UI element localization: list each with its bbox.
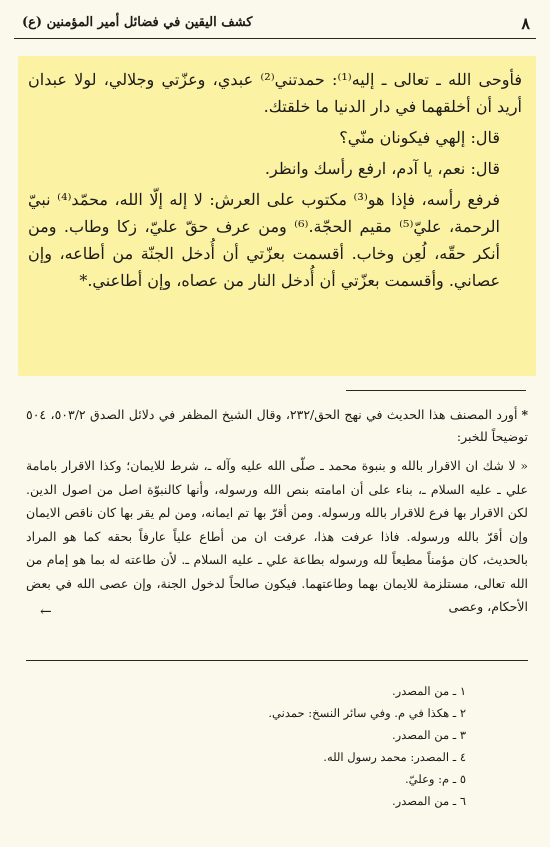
footnote-quote: « لا شك ان الاقرار بالله و بنبوة محمد ـ صلّى الله عليه وآله ـ، شرط للايمان؛ وكذا الاقرار بامامة علي ـ عليه السلام ـ، بناء على أن امامته بنص الله ورسوله، وأنها كالنبوّة اصل من اصول الدين. لكن الاقرار بها فرع للاقرار بالله ورسوله. ومن أقرّ بها تم ايمانه، ومن لم يقر بها كان ناقص الايمان وإن أقرّ بالله ورسوله. فاذا عرفت هذا، عرفت ان من أطاع علياً عارفاً بحقه كما هو المراد بالحديث، كان مؤمناً مطيعاً لله ورسوله بطاعة علي ـ عليه السلام ـ. لأن طاعته له بما هو إمام من الله تعالى، مستلزمة للايمان بهما وطاعتهما. فيكون صالحاً لدخول الجنة، وإن عصى الله في بعض الأحكام، وعصى: [26, 458, 528, 614]
footnote-star: *: [521, 407, 528, 422]
page-header: [14, 12, 536, 39]
endnote-5: ٥ ـ م: وعليّ.: [405, 772, 466, 786]
footnote: [26, 404, 528, 619]
endnotes: [20, 680, 466, 812]
main-text: [28, 66, 522, 294]
endnote-3: ٣ ـ من المصدر.: [391, 728, 466, 742]
running-head: كشف اليقين في فضائل أمير المؤمنين (ع): [22, 15, 253, 30]
endnote-1: ١ ـ من المصدر.: [391, 684, 466, 698]
page-number: ٨: [521, 14, 530, 33]
main-paragraph-1: فأوحى الله ـ تعالى ـ إليه⁽¹⁾: حمدتني⁽²⁾ عبدي، وعزّتي وجلالي، لولا عبدان أريد أن أخلقهما في دار الدنيا ما خلقتك.: [28, 70, 522, 116]
footnote-intro: [26, 404, 528, 448]
endnote-6: ٦ ـ من المصدر.: [391, 794, 466, 808]
endnotes-rule: [26, 660, 528, 661]
continue-arrow-icon: ←: [40, 604, 52, 620]
footnote-intro-text: أورد المصنف هذا الحديث في نهج الحق/٢٣٢، وقال الشيخ المظفر في دلائل الصدق ٥٠٣/٢، ٥٠٤ توضيحاً للخبر:: [26, 407, 528, 444]
footnote-separator: [346, 390, 526, 391]
main-paragraph-2: قال: إلهي فيكونان منّي؟: [339, 128, 500, 147]
main-paragraph-3: قال: نعم، يا آدم، ارفع رأسك وانظر.: [264, 159, 500, 178]
endnote-4: ٤ ـ المصدر: محمد رسول الله.: [323, 750, 466, 764]
endnote-2: ٢ ـ هكذا في م. وفي سائر النسخ: حمدني.: [268, 706, 466, 720]
main-paragraph-4: فرفع رأسه، فإذا هو⁽³⁾ مكتوب على العرش: لا إله إلّا الله، محمّد⁽⁴⁾ نبيّ الرحمة، عليّ⁽⁵⁾ مقيم الحجّة.⁽⁶⁾ ومن عرف حقّ عليّ، زكا وطاب. ومن أنكر حقّه، لُعِن وخاب. أقسمت بعزّتي أن أُدخل الجنّة من أطاعه، وإن عصاني. وأقسمت بعزّتي أن أُدخل النار من عصاه، وإن أطاعني.*: [28, 190, 501, 290]
